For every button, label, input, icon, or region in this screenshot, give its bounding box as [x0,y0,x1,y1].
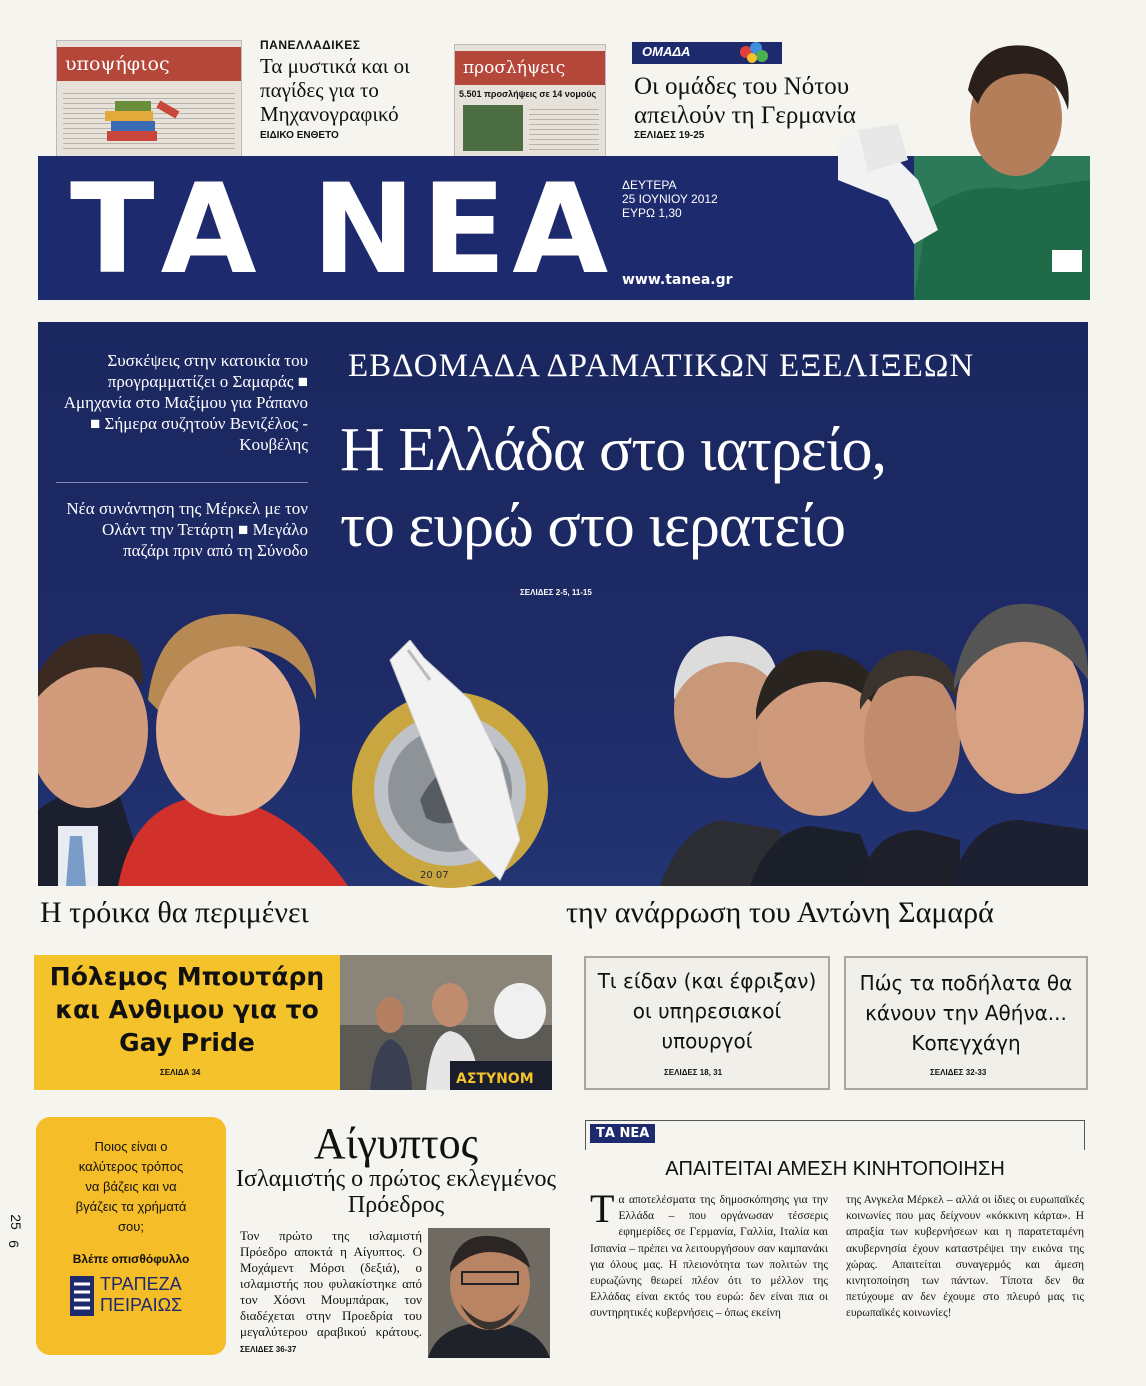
thumbnail-text-lines [529,105,599,151]
protest-photo [340,955,552,1090]
gay-pride-pages: ΣΕΛΙΔΑ 34 [160,1068,201,1077]
caption-right: την ανάρρωση του Αντώνη Σαμαρά [566,896,994,929]
main-pages: ΣΕΛΙΔΕΣ 2-5, 11-15 [520,588,592,597]
bank-logo-icon [70,1276,94,1316]
page-margin-number-1: 25 [7,1214,24,1230]
teaser-headline[interactable]: Τα μυστικά και οι παγίδες για το Μηχανογραφικό [260,54,410,126]
editorial-column-2: της Ανγκελα Μέρκελ – αλλά οι ίδιες οι ευρωπαϊκές κοινωνίες που μας δείχνουν «κόκκινη κάρτα». Η απραξία των κυβερνήσεων και η παρατεταμένη ακυβερνησία έχουν καταστρέψει την εικόνα της χώρας. Απαιτείται συναγερμός και άμεση κινητοποίηση των πάντων. Τίποτα δεν θα πετύχουμε αν δεν έχουμε στο πλευρό μας τις ευρωπαϊκές κοινωνίες! [846,1194,1084,1320]
bank-name[interactable] [100,1274,182,1316]
editorial-column-1 [590,1186,828,1322]
greek-leaders-photo [660,590,1088,886]
egypt-body [240,1228,422,1358]
side-summary-2: Νέα συνάντηση της Μέρκελ με τον Ολάντ την Τετάρτη ■ Μεγάλο παζάρι πριν από τη Σύνοδο [66,499,308,560]
bank-ad-text [36,1137,226,1269]
bank-name-line-2: ΠΕΙΡΑΙΩΣ [100,1295,183,1315]
issue-date: 25 ΙΟΥΝΙΟΥ 2012 [622,192,718,206]
issue-price: ΕΥΡΩ 1,30 [622,206,682,220]
website-link[interactable]: www.tanea.gr [622,272,733,288]
page-margin-number-2: 6 [5,1240,22,1248]
hollande-merkel-photo [38,590,358,886]
editorial-dropcap: Τ [590,1186,615,1231]
main-headline-line-2: το ευρώ στο ιερατείο [340,492,846,560]
editorial-column-1-text: α αποτελέσματα της δημοσκόπησης για την Ελλάδα – που οργάνωσαν τέσσερις εφημερίδες σε Γερμανία, Γαλλία, Ιταλία και Ισπανία – πρέπει να λειτουργήσουν σαν καμπανάκι για όλους μας. Η πλειονότητα των πολιτών της ευρωζώνης θεωρεί πλέον ότι το μέλλον της Ελλάδας είναι εκτός του ευρώ: δεν είναι πια οι συντηρητικές κυβερνήσεις – όπως εκείνη [590,1194,828,1320]
bikes-headline[interactable]: Πώς τα ποδήλατα θα κάνουν την Αθήνα... Κοπεγχάγη [859,971,1073,1055]
newspaper-logo[interactable]: ΤΑ ΝΕΑ [70,158,615,302]
sport-headline[interactable]: Οι ομάδες του Νότου απειλούν τη Γερμανία [634,73,856,129]
editorial-title[interactable]: ΑΠΑΙΤΕΙΤΑΙ ΑΜΕΣΗ ΚΙΝΗΤΟΠΟΙΗΣΗ [665,1158,1005,1180]
main-kicker: ΕΒΔΟΜΑΔΑ ΔΡΑΜΑΤΙΚΩΝ ΕΞΕΛΙΞΕΩΝ [348,348,975,384]
egypt-body-text: Τον πρώτο της ισλαμιστή Πρόεδρο αποκτά η Αίγυπτος. Ο Μοχάμεντ Μόρσι (δεξιά), ο ισλαμιστής που φυλακίστηκε από τον Χόσνι Μουμπάρακ, τον διαδέχεται στην Προεδρία του μεγαλύτερου αραβικού κράτους. [240,1228,422,1339]
issue-day: ΔΕΥΤΕΡΑ [622,178,677,192]
egypt-title[interactable]: Αίγυπτος [313,1119,479,1168]
bank-ad-cta[interactable]: Βλέπε οπισθόφυλλο [72,1252,190,1266]
morsi-photo [428,1228,550,1358]
teaser-kicker: ΠΑΝΕΛΛΑΔΙΚΕΣ [260,38,361,52]
goalkeeper-photo [818,30,1090,300]
bikes-pages: ΣΕΛΙΔΕΣ 32-33 [930,1068,987,1077]
editorial-frame [585,1120,1085,1150]
thumbnail-photo [463,105,523,151]
coin-year: 20 07 [420,870,449,881]
side-divider [56,482,308,483]
side-summary-1: Συσκέψεις στην κατοικία του προγραμματίζει ο Σαμαράς ■ Αμηχανία στο Μαξίμου για Ράπανο ■ Σήμερα συζητούν Βενιζέλος - Κουβέλης [63,351,308,454]
egypt-pages: ΣΕΛΙΔΕΣ 36-37 [240,1345,297,1354]
bank-ad-question: Ποιος είναι ο καλύτερος τρόπος να βάζεις και να βγάζεις τα χρήματά σου; [75,1139,187,1234]
police-text: ΑΣΤΥΝΟΜ [456,1071,534,1087]
main-headline[interactable] [340,412,886,564]
issue-info [622,178,718,220]
thumbnail-headline: 5.501 προσλήψεις σε 14 νομούς [459,89,597,99]
bank-name-line-1: ΤΡΑΠΕΖΑ [100,1274,182,1294]
supplement-thumbnail[interactable] [454,44,606,158]
ministers-headline[interactable]: Τι είδαν (και έφριξαν) οι υπηρεσιακοί υπουργοί [597,969,817,1053]
main-headline-line-1: Η Ελλάδα στο ιατρείο, [340,416,887,484]
supplement-thumbnail-title: υποψήφιος [57,47,241,81]
books-illustration [97,91,187,157]
teaser-pages: ΕΙΔΙΚΟ ΕΝΘΕΤΟ [260,130,339,141]
sport-kicker: ΟΜΑΔΑ [642,44,691,59]
supplement-thumbnail-title: προσλήψεις [455,51,605,85]
euro-coin-image [350,640,550,900]
gay-pride-headline[interactable]: Πόλεμος Μπουτάρη και Ανθιμου για το Gay Pride [49,962,325,1057]
ministers-pages: ΣΕΛΙΔΕΣ 18, 31 [664,1068,723,1077]
caption-left: Η τρόικα θα περιμένει [40,896,309,929]
supplement-thumbnail[interactable] [56,40,242,158]
egypt-subtitle: Ισλαμιστής ο πρώτος εκλεγμένος Πρόεδρος [236,1166,556,1218]
sport-pages: ΣΕΛΙΔΕΣ 19-25 [634,130,705,141]
editorial-tag: ΤΑ ΝΕΑ [590,1124,655,1143]
euro-2012-logo-icon [736,38,772,66]
